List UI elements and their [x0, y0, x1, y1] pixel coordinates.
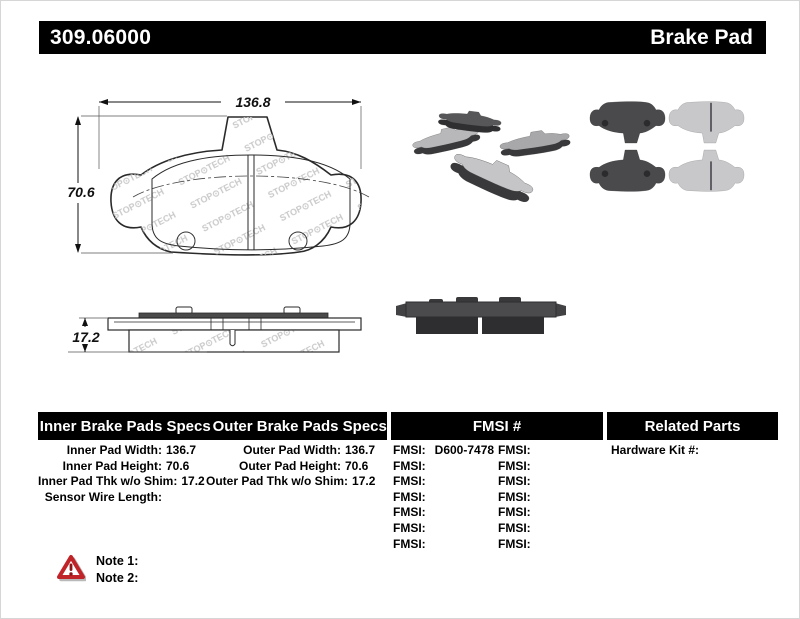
spec-row: [206, 443, 389, 459]
fmsi-value: [531, 490, 540, 506]
fmsi-column-2: [498, 443, 603, 552]
pad-photo-grid: [590, 102, 744, 192]
fmsi-label: FMSI:: [393, 505, 426, 520]
spec-label: Inner Pad Thk w/o Shim:: [38, 474, 178, 489]
fmsi-row: [393, 490, 498, 506]
fmsi-label: FMSI:: [393, 458, 426, 473]
fmsi-row: [498, 474, 603, 490]
thickness-dim-label: 17.2: [72, 329, 100, 345]
fmsi-row: [498, 490, 603, 506]
fmsi-row: [498, 459, 603, 475]
fmsi-row: [393, 443, 498, 459]
outer-specs-title: Outer Brake Pads Specs: [212, 417, 387, 435]
note-2-label: Note 2:: [96, 571, 139, 585]
spec-row: [38, 459, 210, 475]
fmsi-header: [391, 412, 603, 440]
fmsi-title: FMSI #: [472, 417, 522, 435]
fmsi-row: [393, 537, 498, 553]
pad-photo-edge: [396, 297, 566, 334]
spec-value: 136.7: [166, 443, 197, 457]
spec-value: 17.2: [352, 474, 376, 489]
related-row: [611, 443, 776, 459]
pad-photo-angled: [411, 107, 572, 207]
inner-specs-title: Inner Brake Pads Specs: [39, 417, 211, 435]
fmsi-label: FMSI:: [393, 443, 426, 457]
spec-row: [206, 459, 389, 475]
fmsi-value: D600-7478: [434, 443, 495, 457]
specs-header-bar: [38, 412, 387, 440]
fmsi-row: [393, 505, 498, 521]
spec-row: [38, 490, 210, 506]
spec-value: 70.6: [345, 458, 369, 473]
outer-specs-column: [206, 443, 389, 490]
fmsi-label: FMSI:: [498, 520, 531, 535]
spec-value: [162, 490, 210, 506]
fmsi-value: [426, 474, 435, 490]
spec-label: Inner Pad Width:: [66, 443, 162, 457]
spec-row: [38, 474, 210, 490]
fmsi-value: [426, 537, 435, 553]
fmsi-label: FMSI:: [393, 536, 426, 551]
fmsi-value: [531, 521, 540, 537]
fmsi-value: [426, 490, 435, 506]
spec-label: Inner Pad Height:: [62, 458, 162, 473]
width-dim-label: 136.8: [235, 94, 271, 110]
fmsi-label: FMSI:: [393, 520, 426, 535]
fmsi-row: [393, 521, 498, 537]
warning-icon: [56, 554, 86, 582]
fmsi-label: FMSI:: [498, 505, 531, 520]
spec-row: [38, 443, 210, 459]
fmsi-value: [426, 459, 435, 475]
front-view-drawing: [67, 94, 369, 255]
fmsi-row: [498, 443, 603, 459]
spec-label: Sensor Wire Length:: [44, 489, 162, 504]
fmsi-value: [531, 459, 540, 475]
fmsi-value: [531, 505, 540, 521]
height-dim-label: 70.6: [67, 184, 95, 200]
fmsi-label: FMSI:: [498, 489, 531, 504]
spec-value: 17.2: [181, 474, 205, 489]
spec-row: [206, 474, 389, 490]
fmsi-label: FMSI:: [393, 474, 426, 489]
fmsi-label: FMSI:: [498, 474, 531, 489]
page-title: Brake Pad: [650, 25, 753, 49]
fmsi-label: FMSI:: [498, 536, 531, 551]
related-label: Hardware Kit #:: [611, 443, 700, 457]
fmsi-row: [393, 474, 498, 490]
fmsi-column-1: [393, 443, 498, 552]
spec-value: 70.6: [166, 458, 190, 473]
fmsi-row: [498, 521, 603, 537]
spec-value: 136.7: [345, 443, 376, 457]
related-parts-column: [611, 443, 776, 459]
fmsi-value: [531, 537, 540, 553]
note-1-label: Note 1:: [96, 554, 139, 568]
fmsi-label: FMSI:: [393, 489, 426, 504]
inner-specs-column: [38, 443, 210, 505]
spec-label: Outer Pad Width:: [243, 443, 341, 457]
fmsi-row: [393, 459, 498, 475]
related-parts-title: Related Parts: [644, 417, 741, 435]
fmsi-label: FMSI:: [498, 458, 531, 473]
inner-specs-header: [38, 412, 213, 440]
related-value: [699, 443, 747, 459]
fmsi-label: FMSI:: [498, 443, 531, 457]
spec-label: Outer Pad Thk w/o Shim:: [206, 474, 349, 489]
fmsi-value: [531, 443, 540, 459]
notes-section: [56, 551, 356, 606]
fmsi-value: [426, 521, 435, 537]
related-parts-header: [607, 412, 778, 440]
fmsi-row: [498, 505, 603, 521]
part-number: 309.06000: [50, 25, 152, 49]
fmsi-row: [498, 537, 603, 553]
outer-specs-header: [213, 412, 388, 440]
fmsi-value: [531, 474, 540, 490]
spec-label: Outer Pad Height:: [238, 458, 341, 473]
side-view-drawing: [68, 307, 361, 352]
fmsi-value: [426, 505, 435, 521]
